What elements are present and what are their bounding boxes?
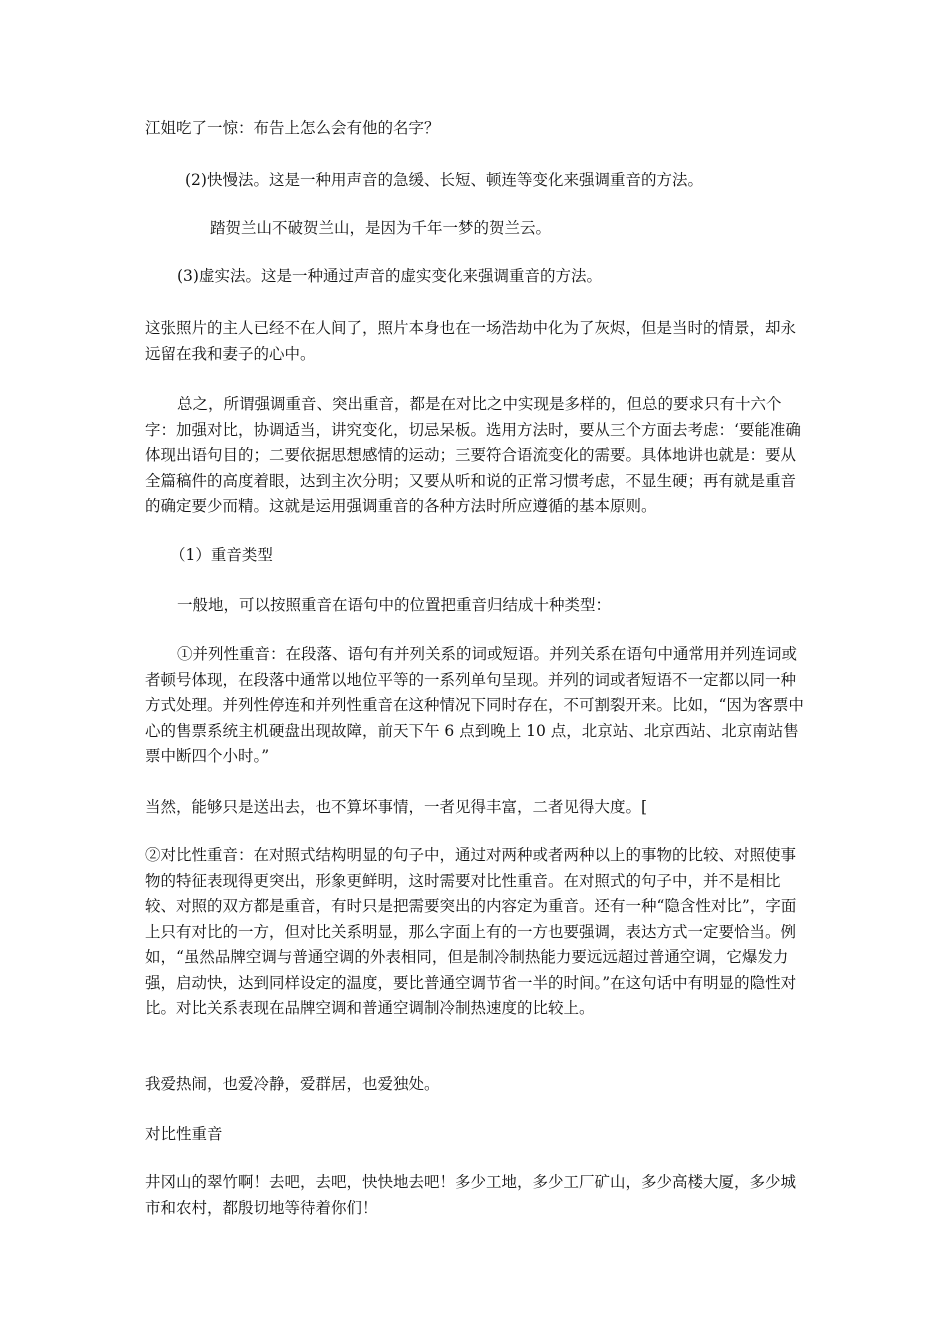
section-heading: （1）重音类型	[170, 546, 273, 564]
paragraph-10: 当然，能够只是送出去，也不算坏事情，一者见得丰富，二者见得大度。[	[145, 798, 648, 816]
paragraph-14: 井冈山的翠竹啊！去吧，去吧，快快地去吧！多少工地，多少工厂矿山，多少高楼大厦，多少城市和农村，都殷切地等待着你们！	[145, 1173, 797, 1217]
paragraph-4: (3)虚实法。这是一种通过声音的虚实变化来强调重音的方法。	[177, 267, 602, 285]
paragraph-5: 这张照片的主人已经不在人间了，照片本身也在一场浩劫中化为了灰烬，但是当时的情景，却永远留在我和妻子的心中。	[145, 319, 797, 363]
paragraph-2: (2)快慢法。这是一种用声音的急缓、长短、顿连等变化来强调重音的方法。	[185, 171, 703, 189]
paragraph-3: 踏贺兰山不破贺兰山，是因为千年一梦的贺兰云。	[210, 219, 552, 237]
paragraph-6: 总之，所谓强调重音、突出重音，都是在对比之中实现是多样的，但总的要求只有十六个字：加强对比，协调适当，讲究变化，切忌呆板。选用方法时，要从三个方面去考虑：‘要能准确体现出语句目的；二要依据思想感情的运动；三要符合语流变化的需要。具体地讲也就是：要从全篇稿件的高度着眼，达到主次分明；又要从听和说的正常习惯考虑，不显生硬；再有就是重音的确定要少而精。这就是运用强调重音的各种方法时所应遵循的基本原则。	[145, 395, 801, 515]
paragraph-12: 我爱热闹，也爱冷静，爱群居，也爱独处。	[145, 1075, 440, 1093]
paragraph-13: 对比性重音	[145, 1125, 223, 1143]
paragraph-9: ①并列性重音：在段落、语句有并列关系的词或短语。并列关系在语句中通常用并列连词或者顿号体现，在段落中通常以地位平等的一系列单句呈现。并列的词或者短语不一定都以同一种方式处理。并列性停连和并列性重音在这种情况下同时存在，不可割裂开来。比如，“因为客票中心的售票系统主机硬盘出现故障，前天下午 6 点到晚上 10 点，北京站、北京西站、北京南站售票中断四个小时。”	[145, 645, 804, 765]
paragraph-11: ②对比性重音：在对照式结构明显的句子中，通过对两种或者两种以上的事物的比较、对照使事物的特征表现得更突出，形象更鲜明，这时需要对比性重音。在对照式的句子中，并不是相比较、对照的双方都是重音，有时只是把需要突出的内容定为重音。还有一种“隐含性对比”，字面上只有对比的一方，但对比关系明显，那么字面上有的一方也要强调，表达方式一定要恰当。例如，“虽然品牌空调与普通空调的外表相同，但是制冷制热能力要远远超过普通空调，它爆发力强，启动快，达到同样设定的温度，要比普通空调节省一半的时间。”在这句话中有明显的隐性对比。对比关系表现在品牌空调和普通空调制冷制热速度的比较上。	[145, 846, 797, 1017]
paragraph-8: 一般地，可以按照重音在语句中的位置把重音归结成十种类型：	[177, 596, 612, 614]
paragraph-1: 江姐吃了一惊：布告上怎么会有他的名字？	[145, 119, 440, 137]
